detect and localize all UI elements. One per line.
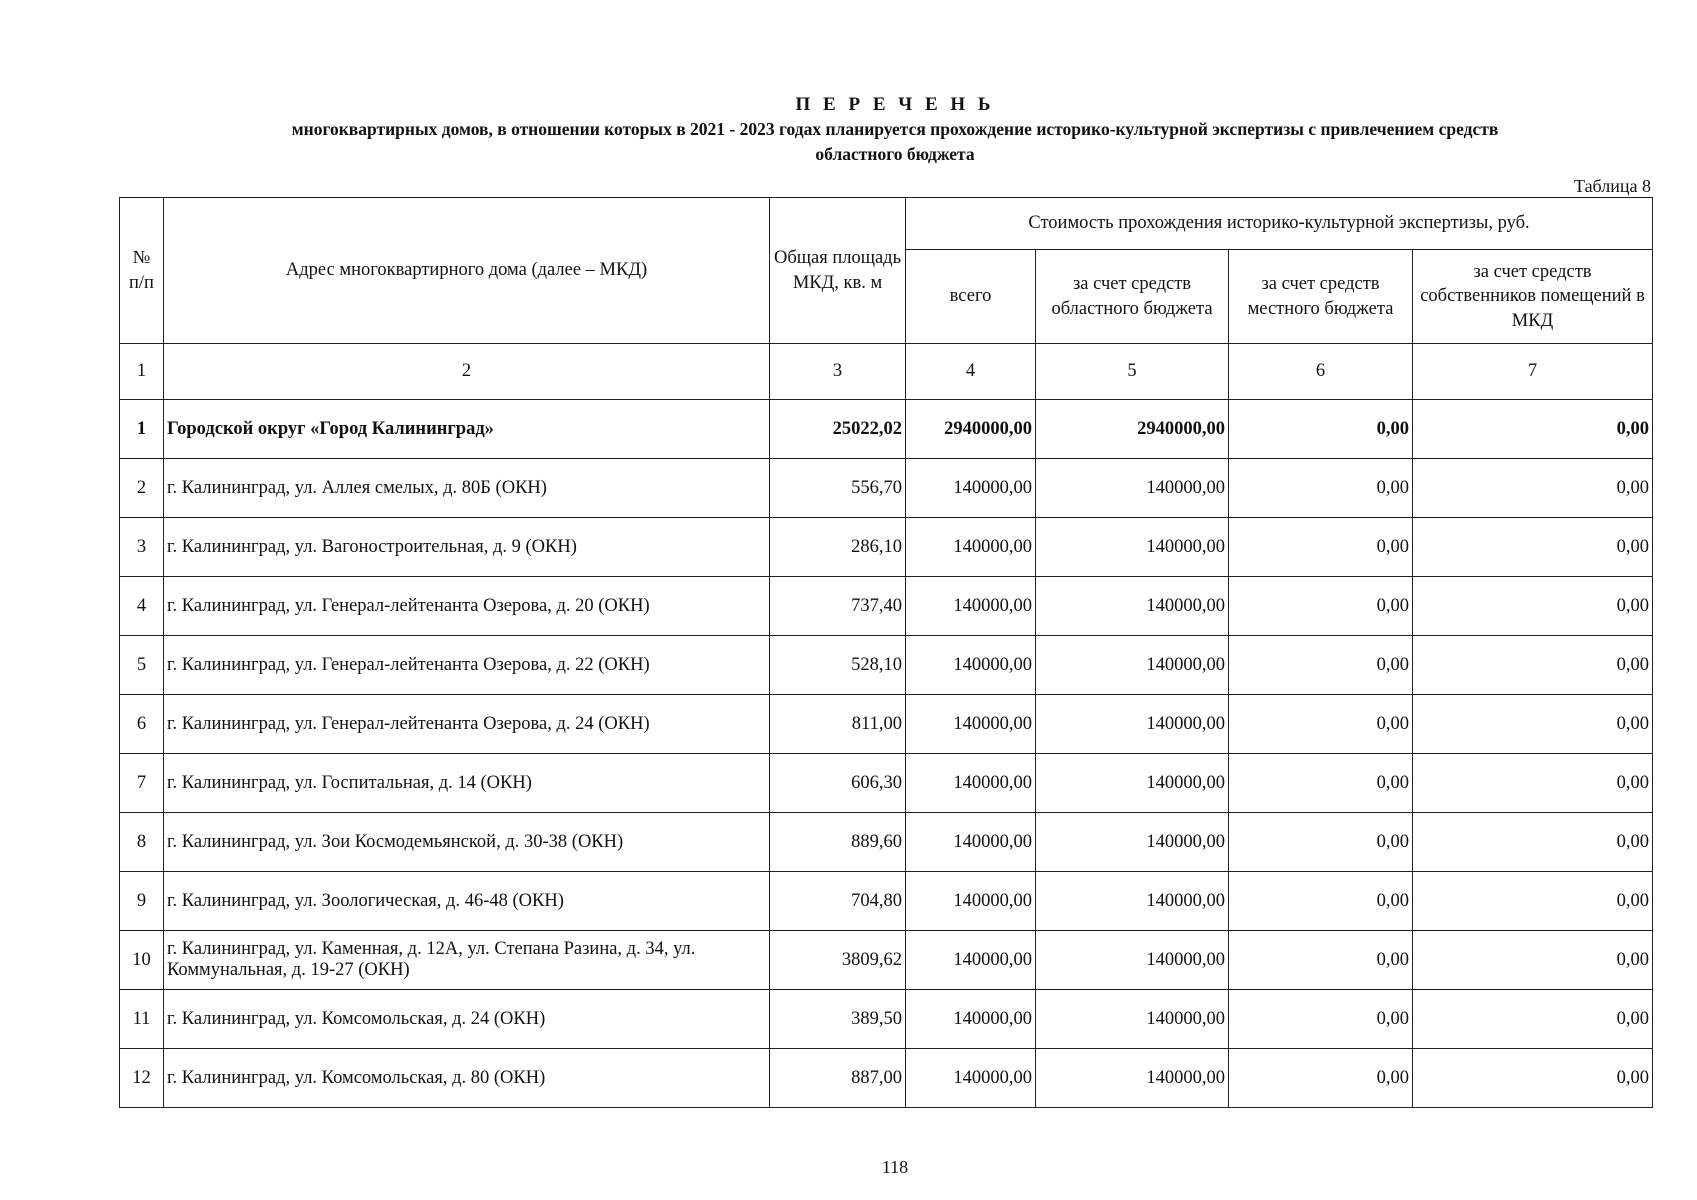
row-owners: 0,00: [1413, 577, 1653, 636]
table-row: [120, 872, 1653, 931]
column-number: 6: [1229, 344, 1413, 400]
row-number: 4: [120, 577, 164, 636]
row-total: 140000,00: [906, 518, 1036, 577]
row-regional: 140000,00: [1036, 518, 1229, 577]
row-area: 389,50: [770, 990, 906, 1049]
table-row: [120, 1049, 1653, 1108]
header-address: Адрес многоквартирного дома (далее – МКД): [164, 198, 770, 344]
row-address: г. Калининград, ул. Генерал-лейтенанта Озерова, д. 24 (ОКН): [164, 695, 770, 754]
row-number: 9: [120, 872, 164, 931]
row-total: 2940000,00: [906, 400, 1036, 459]
document-subtitle-line1: многоквартирных домов, в отношении которых в 2021 - 2023 годах планируется прохождение историко-культурной экспертизы с привлечением средств: [291, 119, 1499, 139]
row-regional: 140000,00: [1036, 695, 1229, 754]
row-total: 140000,00: [906, 1049, 1036, 1108]
header-local: за счет средств местного бюджета: [1229, 250, 1413, 344]
row-number: 12: [120, 1049, 164, 1108]
row-area: 887,00: [770, 1049, 906, 1108]
row-owners: 0,00: [1413, 872, 1653, 931]
row-area: 737,40: [770, 577, 906, 636]
row-local: 0,00: [1229, 990, 1413, 1049]
row-local: 0,00: [1229, 636, 1413, 695]
header-total: всего: [906, 250, 1036, 344]
column-number: 1: [120, 344, 164, 400]
row-total: 140000,00: [906, 577, 1036, 636]
table-row: [120, 577, 1653, 636]
row-number: 1: [120, 400, 164, 459]
row-address: г. Калининград, ул. Зоологическая, д. 46-48 (ОКН): [164, 872, 770, 931]
row-number: 2: [120, 459, 164, 518]
row-total: 140000,00: [906, 931, 1036, 990]
row-owners: 0,00: [1413, 518, 1653, 577]
row-area: 606,30: [770, 754, 906, 813]
column-number: 3: [770, 344, 906, 400]
row-number: 5: [120, 636, 164, 695]
table-row: [120, 990, 1653, 1049]
row-address: г. Калининград, ул. Комсомольская, д. 80 (ОКН): [164, 1049, 770, 1108]
row-regional: 140000,00: [1036, 754, 1229, 813]
row-owners: 0,00: [1413, 1049, 1653, 1108]
row-local: 0,00: [1229, 872, 1413, 931]
row-address: г. Калининград, ул. Зои Космодемьянской, д. 30-38 (ОКН): [164, 813, 770, 872]
row-number: 8: [120, 813, 164, 872]
row-regional: 140000,00: [1036, 990, 1229, 1049]
row-address: г. Калининград, ул. Каменная, д. 12А, ул. Степана Разина, д. 34, ул. Коммунальная, д. 19-27 (ОКН): [164, 931, 770, 990]
row-regional: 140000,00: [1036, 813, 1229, 872]
row-local: 0,00: [1229, 1049, 1413, 1108]
row-total: 140000,00: [906, 754, 1036, 813]
row-owners: 0,00: [1413, 931, 1653, 990]
row-area: 286,10: [770, 518, 906, 577]
table-row: [120, 400, 1653, 459]
row-address: г. Калининград, ул. Вагоностроительная, д. 9 (ОКН): [164, 518, 770, 577]
header-num: № п/п: [120, 198, 164, 344]
row-owners: 0,00: [1413, 813, 1653, 872]
column-number: 5: [1036, 344, 1229, 400]
row-local: 0,00: [1229, 813, 1413, 872]
header-cost-group: Стоимость прохождения историко-культурной экспертизы, руб.: [906, 198, 1653, 250]
table-row: [120, 813, 1653, 872]
row-area: 811,00: [770, 695, 906, 754]
row-total: 140000,00: [906, 459, 1036, 518]
row-local: 0,00: [1229, 754, 1413, 813]
table-row: [120, 931, 1653, 990]
row-address: г. Калининград, ул. Комсомольская, д. 24 (ОКН): [164, 990, 770, 1049]
row-address: г. Калининград, ул. Генерал-лейтенанта Озерова, д. 20 (ОКН): [164, 577, 770, 636]
column-number: 4: [906, 344, 1036, 400]
row-local: 0,00: [1229, 577, 1413, 636]
row-regional: 140000,00: [1036, 636, 1229, 695]
row-address: г. Калининград, ул. Аллея смелых, д. 80Б (ОКН): [164, 459, 770, 518]
row-local: 0,00: [1229, 931, 1413, 990]
document-subtitle-line2: областного бюджета: [815, 144, 975, 164]
row-total: 140000,00: [906, 872, 1036, 931]
row-regional: 140000,00: [1036, 872, 1229, 931]
row-owners: 0,00: [1413, 459, 1653, 518]
header-owners: за счет средств собственников помещений в МКД: [1413, 250, 1653, 344]
table-row: [120, 754, 1653, 813]
table-row: [120, 695, 1653, 754]
column-number: 7: [1413, 344, 1653, 400]
table-row: [120, 459, 1653, 518]
row-regional: 140000,00: [1036, 459, 1229, 518]
row-regional: 140000,00: [1036, 577, 1229, 636]
row-area: 556,70: [770, 459, 906, 518]
column-numbers-row: [120, 344, 1653, 400]
row-regional: 2940000,00: [1036, 400, 1229, 459]
column-number: 2: [164, 344, 770, 400]
row-owners: 0,00: [1413, 695, 1653, 754]
row-total: 140000,00: [906, 636, 1036, 695]
row-area: 528,10: [770, 636, 906, 695]
row-address: г. Калининград, ул. Генерал-лейтенанта Озерова, д. 22 (ОКН): [164, 636, 770, 695]
row-regional: 140000,00: [1036, 1049, 1229, 1108]
row-number: 10: [120, 931, 164, 990]
row-local: 0,00: [1229, 695, 1413, 754]
row-area: 704,80: [770, 872, 906, 931]
houses-table: [119, 197, 1653, 1108]
row-total: 140000,00: [906, 695, 1036, 754]
row-local: 0,00: [1229, 400, 1413, 459]
row-area: 889,60: [770, 813, 906, 872]
row-total: 140000,00: [906, 990, 1036, 1049]
page-number: 118: [881, 1157, 909, 1177]
row-area: 3809,62: [770, 931, 906, 990]
row-number: 11: [120, 990, 164, 1049]
document-title: П Е Р Е Ч Е Н Ь: [795, 94, 995, 115]
table-label: Таблица 8: [1574, 176, 1651, 196]
table-row: [120, 518, 1653, 577]
row-area: 25022,02: [770, 400, 906, 459]
row-owners: 0,00: [1413, 400, 1653, 459]
row-regional: 140000,00: [1036, 931, 1229, 990]
row-owners: 0,00: [1413, 990, 1653, 1049]
row-number: 3: [120, 518, 164, 577]
row-number: 6: [120, 695, 164, 754]
row-number: 7: [120, 754, 164, 813]
row-owners: 0,00: [1413, 636, 1653, 695]
row-address: г. Калининград, ул. Госпитальная, д. 14 (ОКН): [164, 754, 770, 813]
header-area: Общая площадь МКД, кв. м: [770, 198, 906, 344]
row-local: 0,00: [1229, 459, 1413, 518]
row-address: Городской округ «Город Калининград»: [164, 400, 770, 459]
table-row: [120, 636, 1653, 695]
row-local: 0,00: [1229, 518, 1413, 577]
row-owners: 0,00: [1413, 754, 1653, 813]
header-regional: за счет средств областного бюджета: [1036, 250, 1229, 344]
row-total: 140000,00: [906, 813, 1036, 872]
